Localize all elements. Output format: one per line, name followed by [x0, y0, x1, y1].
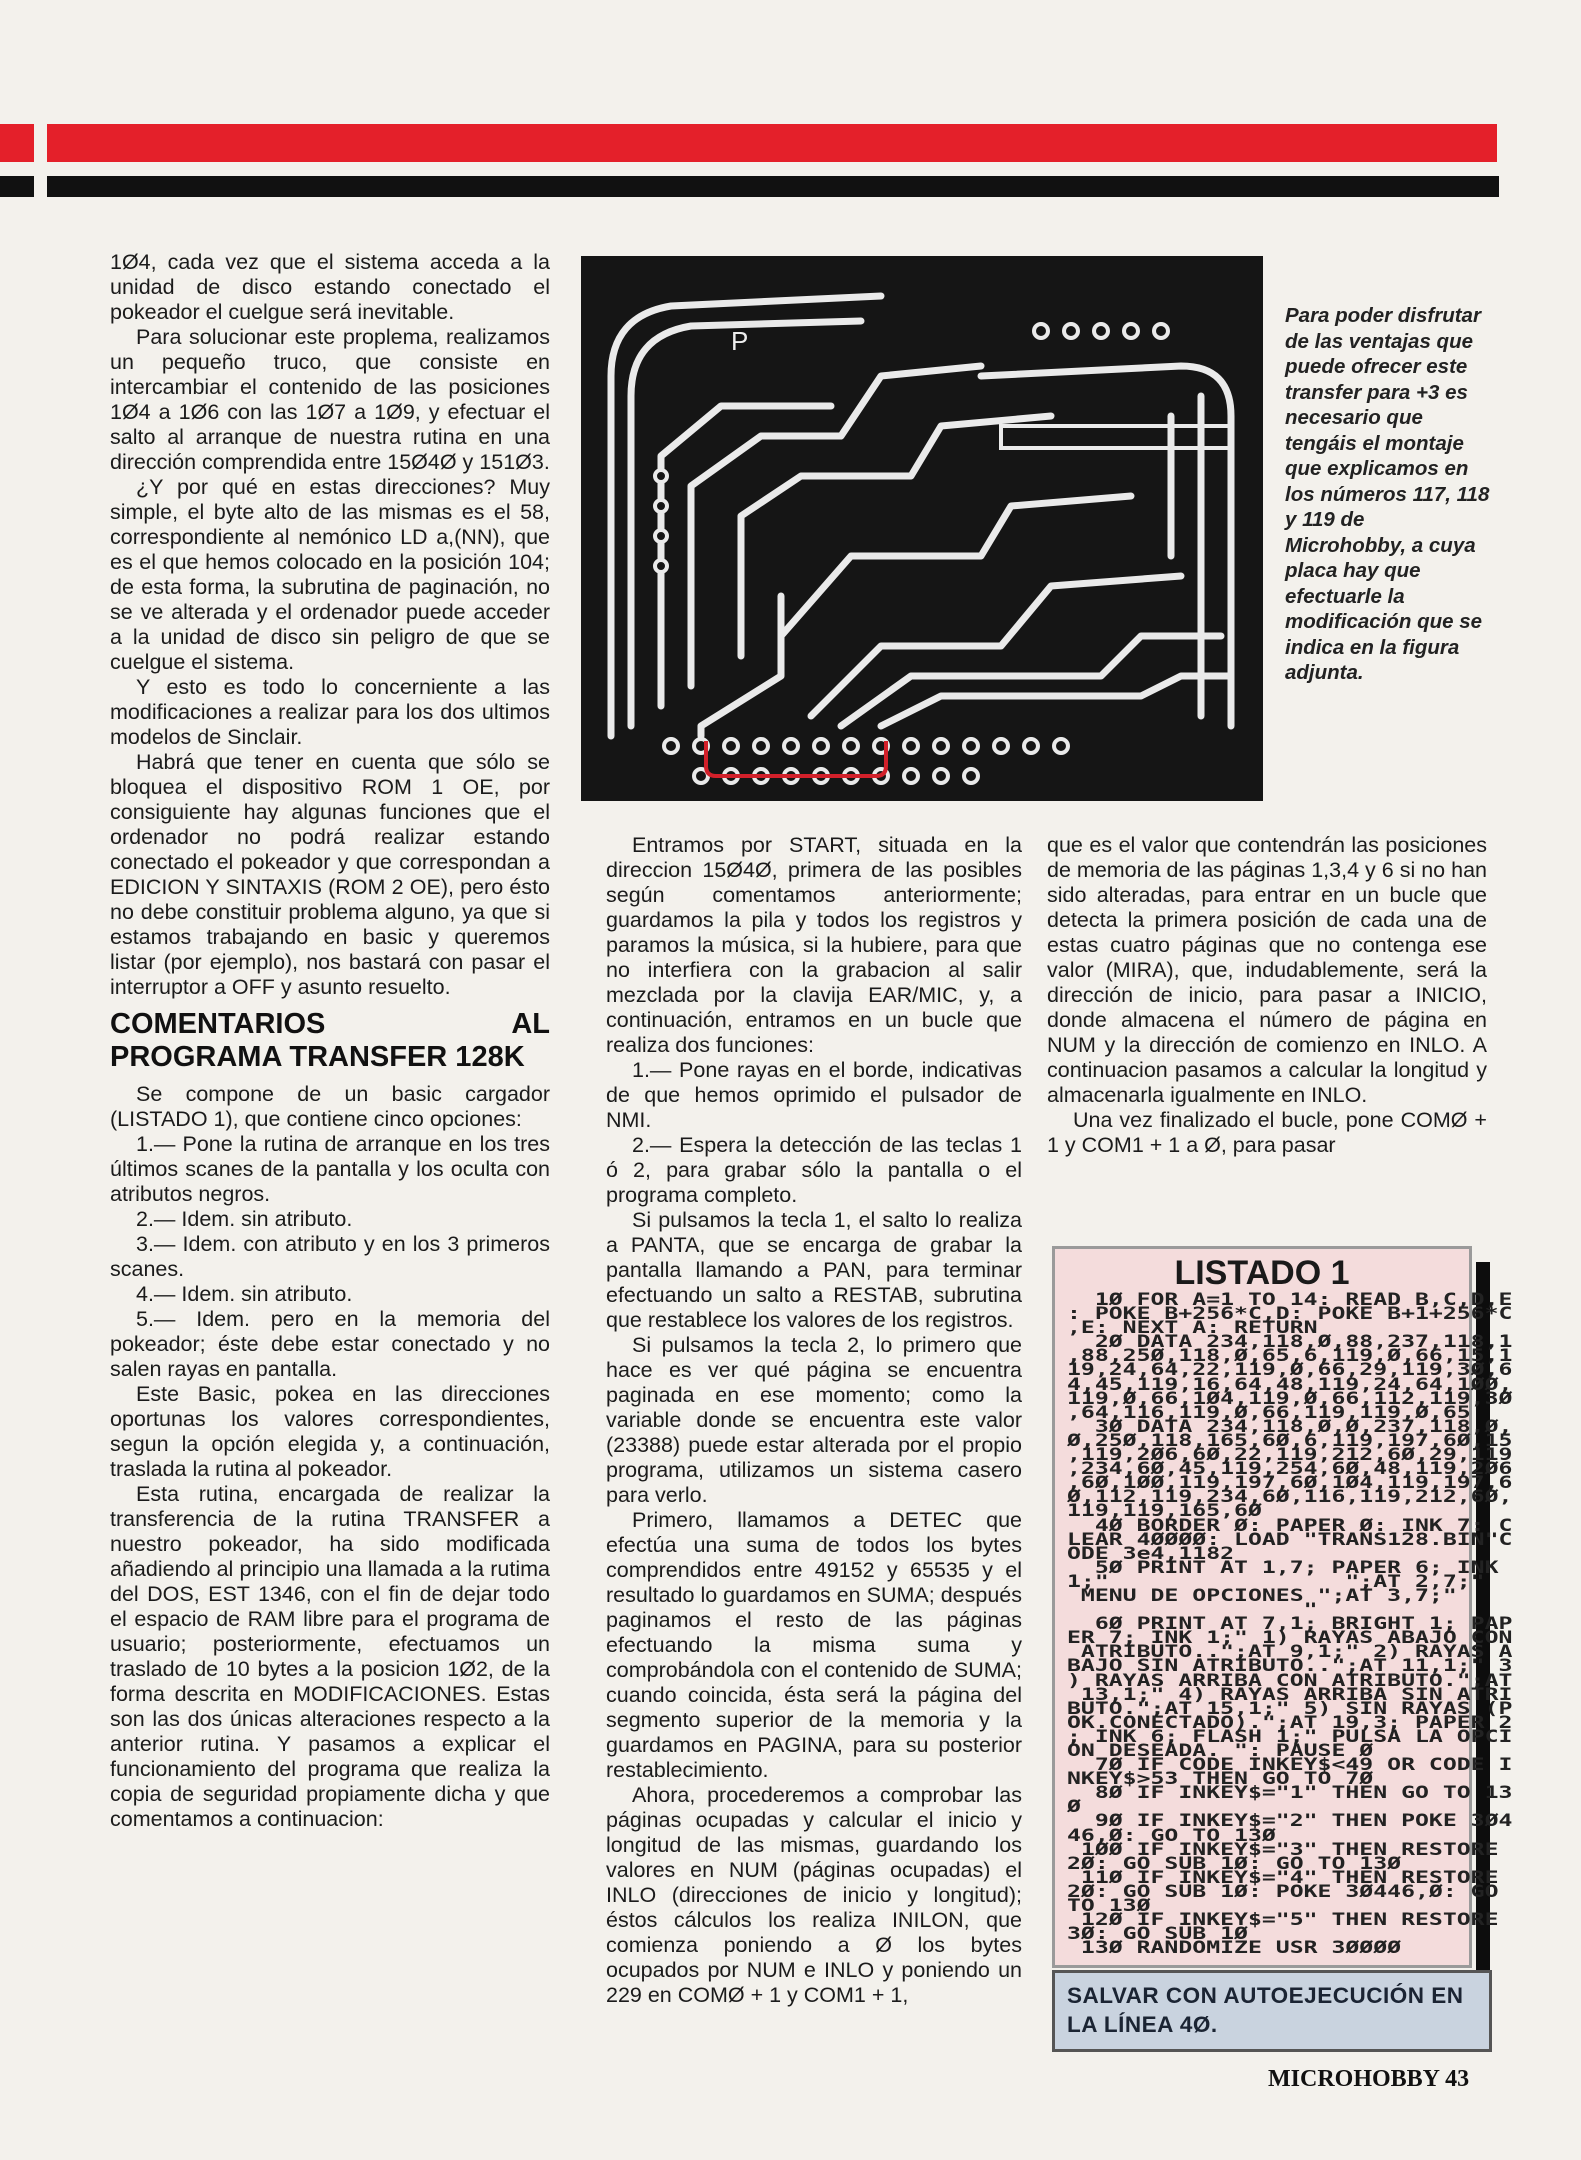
list-item: 1.— Pone rayas en el borde, indicativas de que hemos oprimido el pulsador de NMI.	[606, 1058, 1022, 1132]
list-item: 5.— Idem. pero en la memoria del pokeador; éste debe estar conectado y no salen rayas en pantalla.	[110, 1307, 550, 1381]
list-item: 3.— Idem. con atributo y en los 3 primeros scanes.	[110, 1232, 550, 1281]
paragraph: Una vez finalizado el bucle, pone COMØ + 1 y COM1 + 1 a Ø, para pasar	[1047, 1108, 1487, 1157]
pcb-circuit-image	[581, 256, 1263, 801]
pcb-traces	[581, 256, 1263, 801]
paragraph: Si pulsamos la tecla 1, el salto lo realiza a PANTA, que se encarga de grabar la pantalla llamando a PAN, para terminar efectuando un salto a RESTAB, subrutina que restablece los valores de los registros.	[606, 1208, 1022, 1332]
autorun-note: SALVAR CON AUTOEJECUCIÓN EN LA LÍNEA 4Ø.	[1052, 1970, 1492, 2052]
paragraph: que es el valor que contendrán las posiciones de memoria de las páginas 1,3,4 y 6 si no han sido alteradas, para entrar en un bucle que detecta la primera posición de cada una de estas cuatro páginas que no contenga ese valor (MIRA), que, indudablemente, será la dirección de inicio, para pasar a INICIO, donde almacena el número de página en NUM y la dirección de comienzo en INLO. A continuacion pasamos a calcular la longitud y almacenarla igualmente en INLO.	[1047, 833, 1487, 1107]
paragraph: Entramos por START, situada en la direccion 15Ø4Ø, primera de las posibles según comentamos anteriormente; guardamos la pila y todos los registros y paramos la música, si la hubiere, para que no interfiera con la grabacion al salir mezclada por la clavija EAR/MIC, y, a continuación, entramos en un bucle que realiza dos funciones:	[606, 833, 1022, 1057]
black-bar-left-stub	[0, 176, 34, 197]
list-item: 2.— Idem. sin atributo.	[136, 1207, 353, 1231]
paragraph: Este Basic, pokea en las direcciones oportunas los valores correspondientes, segun la opción elegida y, a continuación, traslada la rutina al pokeador.	[110, 1382, 550, 1481]
page-footer: MICROHOBBY 43	[1268, 2066, 1470, 2092]
paragraph: Si pulsamos la tecla 2, lo primero que hace es ver qué página se encuentra paginada en ese momento; como la variable donde se encuentra este valor (23388) puede estar alterada por el propio programa, utilizamos un sistema casero para verlo.	[606, 1333, 1022, 1507]
paragraph: Primero, llamamos a DETEC que efectúa una suma de todos los bytes comprendidos entre 49152 y 65535 y el resultado lo guardamos en SUMA; después paginamos el resto de las páginas efectuando la misma suma y comprobándola con el contenido de SUMA; cuando coincida, ésta será la página del segmento superior de la memoria y la guardamos en PAGINA, para su posterior restablecimiento.	[606, 1508, 1022, 1782]
image-caption: Para poder disfrutar de las ventajas que puede ofrecer este transfer para +3 es necesario que tengáis el montaje que explicamos en los números 117, 118 y 119 de Microhobby, a cuya placa hay que efectuarle la modificación que se indica en la figura adjunta.	[1285, 304, 1490, 684]
pcb-label: P	[731, 326, 749, 356]
basic-code-listing: 1Ø FOR A=1 TO 14: READ B,C,D,E : POKE B+256*C,D: POKE B+1+256*C ,E: NEXT A: RETURN 2Ø DATA 234,118,Ø,88,237,118,1 ,88,25Ø,118,Ø,65,6,119,Ø,66,15,1 19,24,64,22,119,Ø,66,29,119,3Ø,6 4,45,119,16,64,48,119,24,64,1ØØ, 119,Ø,66,1Ø4,119,Ø,66,112,119,3Ø ,64,116,119,Ø,66,119,119,Ø,65 3Ø DATA 234,118,Ø,Ø,237,118,Ø, Ø,25Ø,118,165,6Ø,6,119,197,6Ø,15 ,119,2Ø6,6Ø,22,119,212,6Ø,29,119 ,234,6Ø,45,119,254,6Ø,48,119,2Ø6 ,6Ø,1ØØ,119,197,6Ø,1Ø4,119,197,6 Ø,112,119,234,6Ø,116,119,212,6Ø, 119,119,165,6Ø 4Ø BORDER Ø: PAPER Ø: INK 7: C LEAR 4ØØØØ: LOAD "TRANS128.BIN"C ODE 3e4,1182 5Ø PRINT AT 1,7; PAPER 6; INK 1;" ";AT 2,7;" MENU DE OPCIONES ";AT 3,7;" " 6Ø PRINT AT 7,1; BRIGHT 1; PAP ER 7; INK 1;" 1) RAYAS ABAJO CON ATRIBUTO..";AT 9,1;" 2) RAYAS A BAJO SIN ATRIBUTO..";AT 11,1;" 3 ) RAYAS ARRIBA CON ATRIBUTO.";AT 13,1;" 4) RAYAS ARRIBA SIN ATRI BUTO.";AT 15,1;" 5) SIN RAYAS (P OK.CONECTADO).";AT 19,3; PAPER 2 ; INK 6; FLASH 1;" PULSA LA OPCI ON DESEADA. ": PAUSE Ø 7Ø IF CODE INKEY$<49 OR CODE I NKEY$>53 THEN GO TO 7Ø 8Ø IF INKEY$="1" THEN GO TO 13 Ø 9Ø IF INKEY$="2" THEN POKE 3Ø4 46,Ø: GO TO 13Ø 1ØØ IF INKEY$="3" THEN RESTORE 2Ø: GO SUB 1Ø: GO TO 13Ø 11Ø IF INKEY$="4" THEN RESTORE 2Ø: GO SUB 1Ø: POKE 3Ø446,Ø: GO TO 13Ø 12Ø IF INKEY$="5" THEN RESTORE 3Ø: GO SUB 1Ø 13Ø RANDOMIZE USR 3ØØØØ	[1067, 1290, 1513, 1959]
list-item: 1.— Pone la rutina de arranque en los tres últimos scanes de la pantalla y los oculta con atributos negros.	[110, 1132, 550, 1206]
paragraph: Esta rutina, encargada de realizar la transferencia de la rutina TRANSFER a nuestro pokeador, ha sido modificada añadiendo al principio una llamada a la rutima del DOS, EST 1346, con el fin de dejar todo el espacio de RAM libre para el programa de usuario; posteriormente, efectuamos un traslado de 10 bytes a la posicion 1Ø2, de la forma descrita en MODIFICACIONES. Estas son las dos únicas alteraciones respecto a la anterior rutina. Y pasamos a explicar el funcionamiento del programa que realiza la copia de seguridad propiamente dicha y que comentamos a continuacion:	[110, 1482, 550, 1831]
list-item: 4.— Idem. sin atributo.	[136, 1282, 353, 1306]
list-item: 2.— Espera la detección de las teclas 1 ó 2, para grabar sólo la pantalla o el programa completo.	[606, 1133, 1022, 1207]
paragraph: ¿Y por qué en estas direcciones? Muy simple, el byte alto de las mismas es el 58, correspondiente al nemónico LD a,(NN), que es el que hemos colocado en la posición 104; de esta forma, la subrutina de paginación, no se ve alterada y el ordenador puede acceder a la unidad de disco sin peligro de que se cuelgue el sistema.	[110, 475, 550, 674]
listing-box	[1052, 1246, 1513, 1968]
paragraph: Habrá que tener en cuenta que sólo se bloquea el dispositivo ROM 1 OE, por consiguiente hay algunas funciones que el ordenador no podrá realizar estando conectado el pokeador y que correspondan a EDICION Y SINTAXIS (ROM 2 OE), pero ésto no debe constituir problema alguno, ya que si estamos trabajando en basic y queremos listar (por ejemplo), nos bastará con pasar el interruptor a OFF y asunto resuelto.	[110, 750, 550, 999]
red-bar-left-stub	[0, 124, 34, 162]
paragraph: Para solucionar este proplema, realizamos un pequeño truco, que consiste en intercambiar el contenido de las posiciones 1Ø4 a 1Ø6 con las 1Ø7 a 1Ø9, y efectuar el salto al arranque de nuestra rutina en una dirección comprendida entre 15Ø4Ø y 151Ø3.	[110, 325, 550, 474]
paragraph: Ahora, procederemos a comprobar las páginas ocupadas y calcular el inicio y longitud de las mismas, guardando los valores en NUM (páginas ocupadas) el INLO (direcciones de inicio y longitud); éstos cálculos los realiza INILON, que comienza poniendo a Ø los bytes ocupados por NUM e INLO y poniendo un 229 en COMØ + 1 y COM1 + 1,	[606, 1783, 1022, 2007]
right-column	[1047, 833, 1487, 1158]
red-header-bar	[47, 124, 1497, 162]
paragraph: Se compone de un basic cargador (LISTADO 1), que contiene cinco opciones:	[110, 1082, 550, 1131]
black-header-bar	[47, 176, 1499, 197]
section-heading: COMENTARIOS AL PROGRAMA TRANSFER 128K	[110, 1008, 550, 1073]
paragraph: Y esto es todo lo concerniente a las modificaciones a realizar para los dos ultimos modelos de Sinclair.	[110, 675, 550, 749]
listing-title: LISTADO 1	[1174, 1254, 1350, 1292]
middle-column	[606, 833, 1022, 2008]
left-column	[110, 250, 550, 1832]
paragraph: 1Ø4, cada vez que el sistema acceda a la unidad de disco estando conectado el pokeador el cuelgue será inevitable.	[110, 250, 550, 324]
